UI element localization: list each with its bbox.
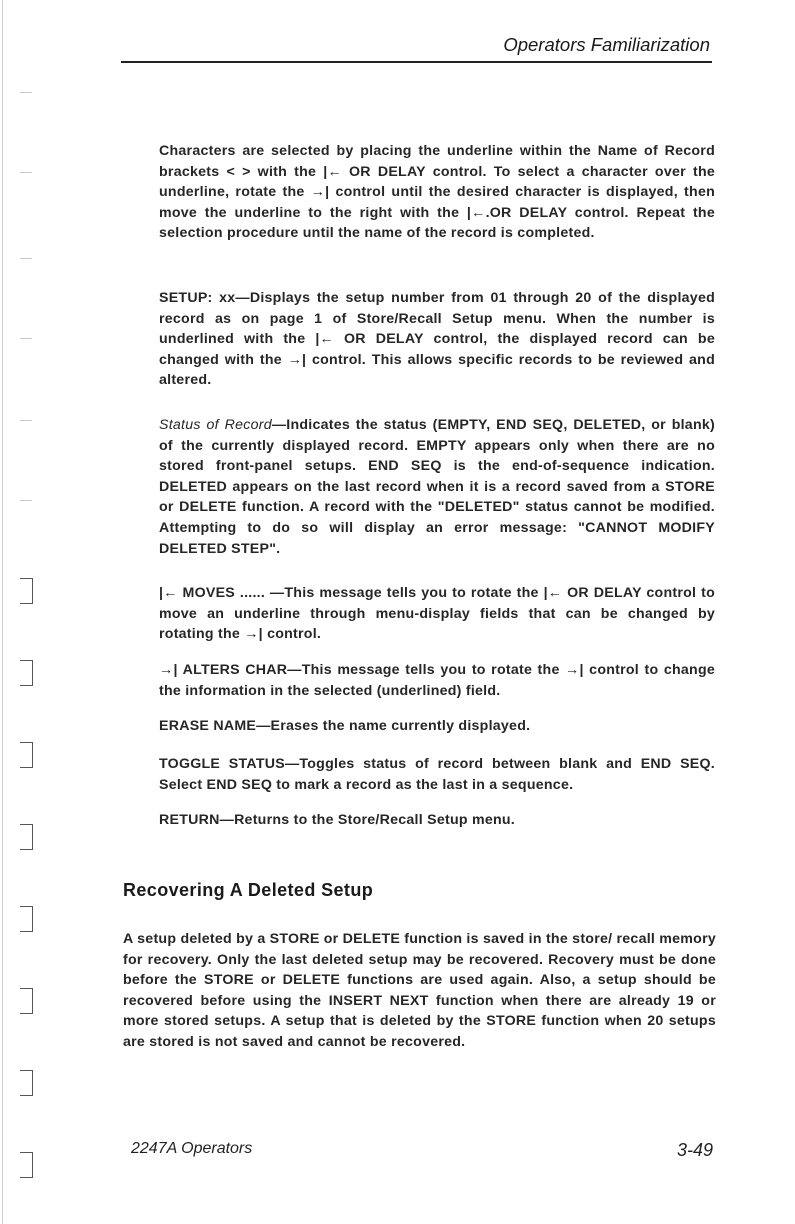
binding-mark [20,578,33,604]
header-rule [121,61,712,63]
term-alters-char: →| ALTERS CHAR [159,662,288,678]
binding-line [2,0,3,1224]
paragraph-text: —Erases the name currently displayed. [256,718,531,734]
term-setup: SETUP: xx [159,290,236,306]
binding-mark [20,338,32,341]
paragraph-setup-number [159,288,715,391]
binding-mark [20,258,32,261]
paragraph-text: —Displays the setup number from 01 through 20 of the displayed record as on page 1 of Store/Recall Setup menu. When the number is underlined with the |← OR DELAY control, the displayed record can be changed with the →| control. This allows specific records to be reviewed and altered. [159,290,716,389]
paragraph-return [159,810,715,831]
paragraph-toggle-status [159,754,715,795]
paragraph-text: Characters are selected by placing the underline within the Name of Record brackets < > with the |← OR DELAY control. To select a character over the underline, rotate the →| control until the desired character is displayed, then move the underline to the right with the |←.OR DELAY control. Repeat the selection procedure until the name of the record is completed. [159,143,715,242]
term-erase-name: ERASE NAME [159,718,257,734]
binding-mark [20,906,33,932]
footer-page-number: 3-49 [676,1140,713,1160]
paragraph-text: —Returns to the Store/Recall Setup menu. [219,812,515,828]
binding-mark [20,92,32,95]
paragraph-status-of-record [159,415,715,559]
paragraph-moves [159,583,715,645]
paragraph-recovering-setup [123,929,716,1053]
binding-mark [20,500,32,503]
section-heading: Recovering A Deleted Setup [123,880,374,900]
binding-edge [0,0,40,1224]
paragraph-text: —This message tells you to rotate the |← OR DELAY control to move an underline through menu-display fields that can be changed by rotating the →| control. [159,585,715,643]
term-moves: |← MOVES ...... [159,585,266,601]
binding-mark [20,742,33,768]
paragraph-text: —This message tells you to rotate the →| control to change the information in the selected (underlined) field. [159,662,715,699]
paragraph-erase-name [159,716,715,737]
binding-mark [20,1070,33,1096]
paragraph-text: —Toggles status of record between blank and END SEQ. Select END SEQ to mark a record as the last in a sequence. [159,756,715,793]
binding-mark [20,172,32,175]
paragraph-text: —Indicates the status (EMPTY, END SEQ, DELETED, or blank) of the currently displayed record. EMPTY appears only when there are no stored front-panel setups. END SEQ is the end-of-sequence indication. DELETED appears on the last record when it is a record saved from a STORE or DELETE function. A record with the "DELETED" status cannot be modified. Attempting to do so will display an error message: "CANNOT MODIFY DELETED STEP". [159,417,715,557]
paragraph-alters-char [159,660,715,701]
binding-mark [20,420,32,423]
term-status-of-record: Status of Record [159,417,272,433]
paragraph-character-selection [159,141,715,244]
running-header: Operators Familiarization [503,34,710,55]
paragraph-text: A setup deleted by a STORE or DELETE function is saved in the store/ recall memory for recovery. Only the last deleted setup may be recovered. Recovery must be done before the STORE or DELETE functions are used again. Also, a setup should be recovered before using the INSERT NEXT function when there are already 19 or more stored setups. A setup that is deleted by the STORE function when 20 setups are stored is not saved and cannot be recovered. [123,931,716,1050]
term-return: RETURN [159,812,220,828]
binding-mark [20,988,33,1014]
term-toggle-status: TOGGLE STATUS [159,756,285,772]
binding-mark [20,660,33,686]
binding-mark [20,1152,33,1178]
footer-manual-title: 2247A Operators [131,1140,253,1157]
binding-mark [20,824,33,850]
